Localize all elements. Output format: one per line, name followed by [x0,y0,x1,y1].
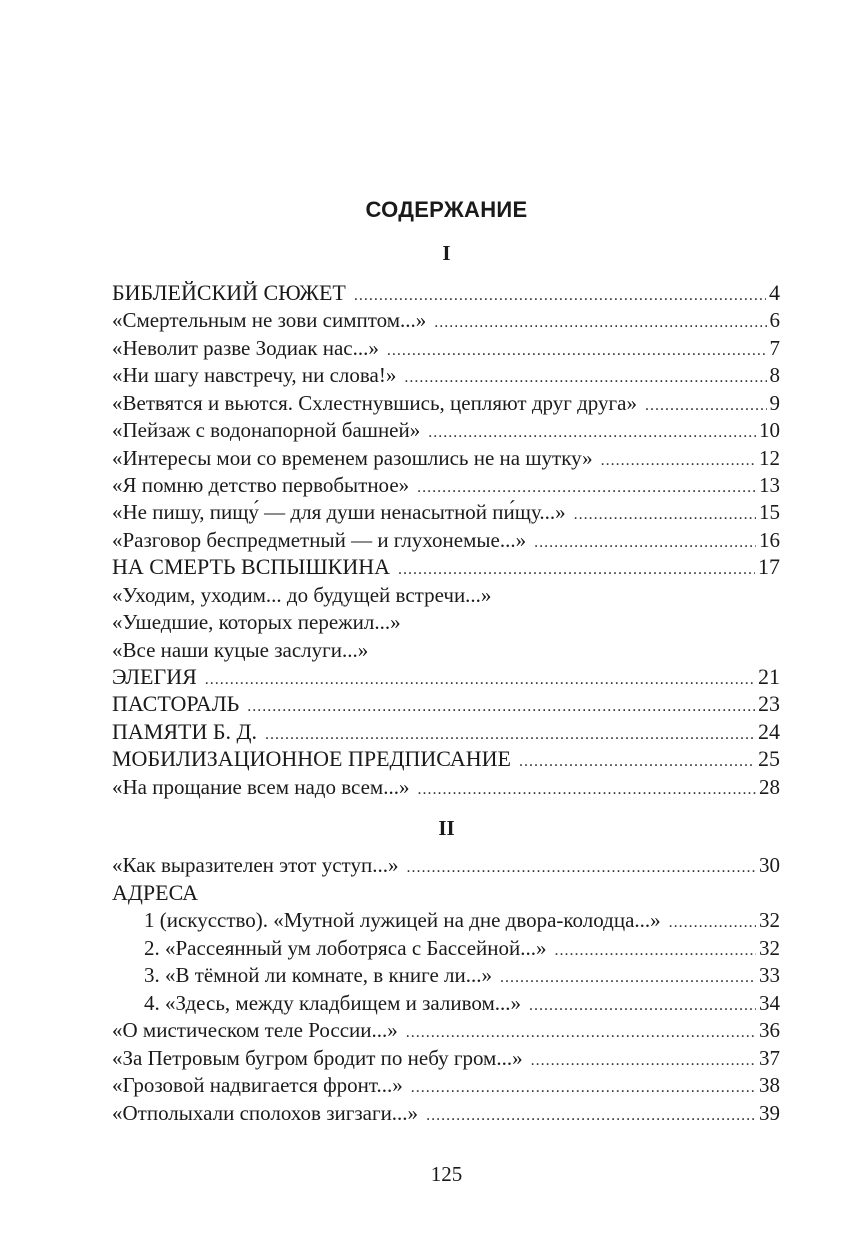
toc-entry-page: 9 [769,391,780,415]
section-heading-2: II [438,816,455,840]
toc-entry-title: «О мистическом теле России...» [112,1018,398,1042]
toc-entry-page: 21 [758,664,780,689]
toc-entry-title: «На прощание всем надо всем...» [112,775,410,799]
toc-entry[interactable] [112,718,780,746]
toc-entry-page: 8 [769,363,780,387]
toc-entry[interactable] [112,361,780,389]
toc-entry-title: «Отполыхали сполохов зигзаги...» [112,1101,419,1125]
toc-entry-title: 2. «Рассеянный ум лоботряса с Бассейной...» [144,936,547,960]
toc-entry-title: «Как выразителен этот уступ...» [112,853,399,877]
toc-entry-page: 23 [758,691,780,716]
toc-entry[interactable] [112,663,780,691]
toc-entry-title: «Смертельным не зови симптом...» [112,308,427,332]
toc-entry[interactable] [112,416,780,444]
toc-entry-page: 39 [759,1101,780,1125]
dot-leader [519,748,755,776]
toc-entry-page: 37 [759,1046,780,1070]
toc-entry-title: 3. «В тёмной ли комнате, в книге ли...» [144,963,492,987]
page-number: 125 [430,1162,463,1186]
dot-leader [417,776,756,804]
toc-entry[interactable] [112,1016,780,1044]
toc-entry-title: МОБИЛИЗАЦИОННОЕ ПРЕДПИСАНИЕ [112,746,511,771]
toc-entry-title: «Не пишу, пищу́ — для души ненасытной пи́щу...» [112,500,566,524]
toc-entry-title: «Пейзаж с водонапорной башней» [112,418,421,442]
toc-entry-title: ЭЛЕГИЯ [112,664,197,689]
toc-entry-title: «Грозовой надвигается фронт...» [112,1073,403,1097]
toc-entry-title: «Неволит разве Зодиак нас...» [112,336,379,360]
toc-entry-page: 17 [758,554,780,579]
toc-entry-page: 36 [759,1018,780,1042]
toc-entry[interactable] [112,636,780,664]
toc-entry[interactable] [112,1099,780,1127]
toc-entry-page: 10 [759,418,780,442]
toc-entry[interactable] [112,334,780,362]
toc-entry-page: 32 [759,908,780,932]
toc-entry-title: ПАСТОРАЛЬ [112,691,240,716]
dot-leader [411,1074,756,1102]
toc-entry[interactable] [112,745,780,773]
toc-entry-page: 4 [769,280,780,305]
toc-entry[interactable] [112,1071,780,1099]
toc-entry[interactable] [112,773,780,801]
toc-entry-page: 30 [759,853,780,877]
toc-entry[interactable] [112,879,780,907]
toc-entry-title: 1 (искусство). «Мутной лужицей на дне двора-колодца...» [144,908,661,932]
toc-entry-page: 34 [759,991,780,1015]
toc-entry-page: 33 [759,963,780,987]
toc-entry-page: 15 [759,500,780,524]
toc-entry[interactable] [144,906,780,934]
dot-leader [406,1019,756,1047]
toc-entry-title: «Разговор беспредметный — и глухонемые...» [112,528,527,552]
toc-entry[interactable] [112,581,780,609]
toc-entry-title: ПАМЯТИ Б. Д. [112,719,257,744]
dot-leader [406,854,756,882]
toc-entry[interactable] [144,934,780,962]
toc-entry-title: «Интересы мои со временем разошлись не на шутку» [112,446,593,470]
toc-entry[interactable] [112,306,780,334]
toc-entry[interactable] [112,851,780,879]
toc-entry-title: «Ушедшие, которых пережил...» [112,610,401,634]
dot-leader [398,556,755,584]
toc-entry-page: 24 [758,719,780,744]
toc-entry[interactable] [144,989,780,1017]
toc-entry[interactable] [112,690,780,718]
toc-entry[interactable] [112,608,780,636]
toc-entry-page: 28 [759,775,780,799]
toc-entry-title: 4. «Здесь, между кладбищем и заливом...» [144,991,522,1015]
toc-entry-page: 32 [759,936,780,960]
toc-entry[interactable] [112,389,780,417]
dot-leader [669,909,756,937]
toc-entry-title: «Все наши куцые заслуги...» [112,638,369,662]
dot-leader [434,309,766,337]
toc-entry-page: 16 [759,528,780,552]
dot-leader [404,364,766,392]
toc-entry-title: БИБЛЕЙСКИЙ СЮЖЕТ [112,280,346,305]
toc-entry-title: «Я помню детство первобытное» [112,473,410,497]
toc-entry[interactable] [112,498,780,526]
toc-entry-title: «За Петровым бугром бродит по небу гром...» [112,1046,523,1070]
toc-entry-page: 25 [758,746,780,771]
toc-entry[interactable] [112,553,780,581]
toc-entry[interactable] [144,961,780,989]
toc-entry[interactable] [112,1044,780,1072]
toc-entry-page: 12 [759,446,780,470]
toc-entry-title: НА СМЕРТЬ ВСПЫШКИНА [112,554,390,579]
toc-entry-title: «Ни шагу навстречу, ни слова!» [112,363,397,387]
toc-entry[interactable] [112,526,780,554]
dot-leader [428,419,756,447]
toc-entry-page: 7 [769,336,780,360]
dot-leader [574,501,756,529]
page-title: СОДЕРЖАНИЕ [365,197,528,222]
dot-leader [426,1102,756,1130]
dot-leader [500,964,756,992]
toc-entry-page: 38 [759,1073,780,1097]
toc-entry-page: 13 [759,473,780,497]
toc-entry[interactable] [112,279,780,307]
toc-entry-title: «Ветвятся и вьются. Схлестнувшись, цепляют друг друга» [112,391,637,415]
toc-entry-page: 6 [769,308,780,332]
dot-leader [247,693,755,721]
toc-entry[interactable] [112,444,780,472]
toc-entry-title: «Уходим, уходим... до будущей встречи...» [112,583,492,607]
toc-entry-title: АДРЕСА [112,880,199,905]
section-heading-1: I [442,241,451,265]
toc-entry[interactable] [112,471,780,499]
